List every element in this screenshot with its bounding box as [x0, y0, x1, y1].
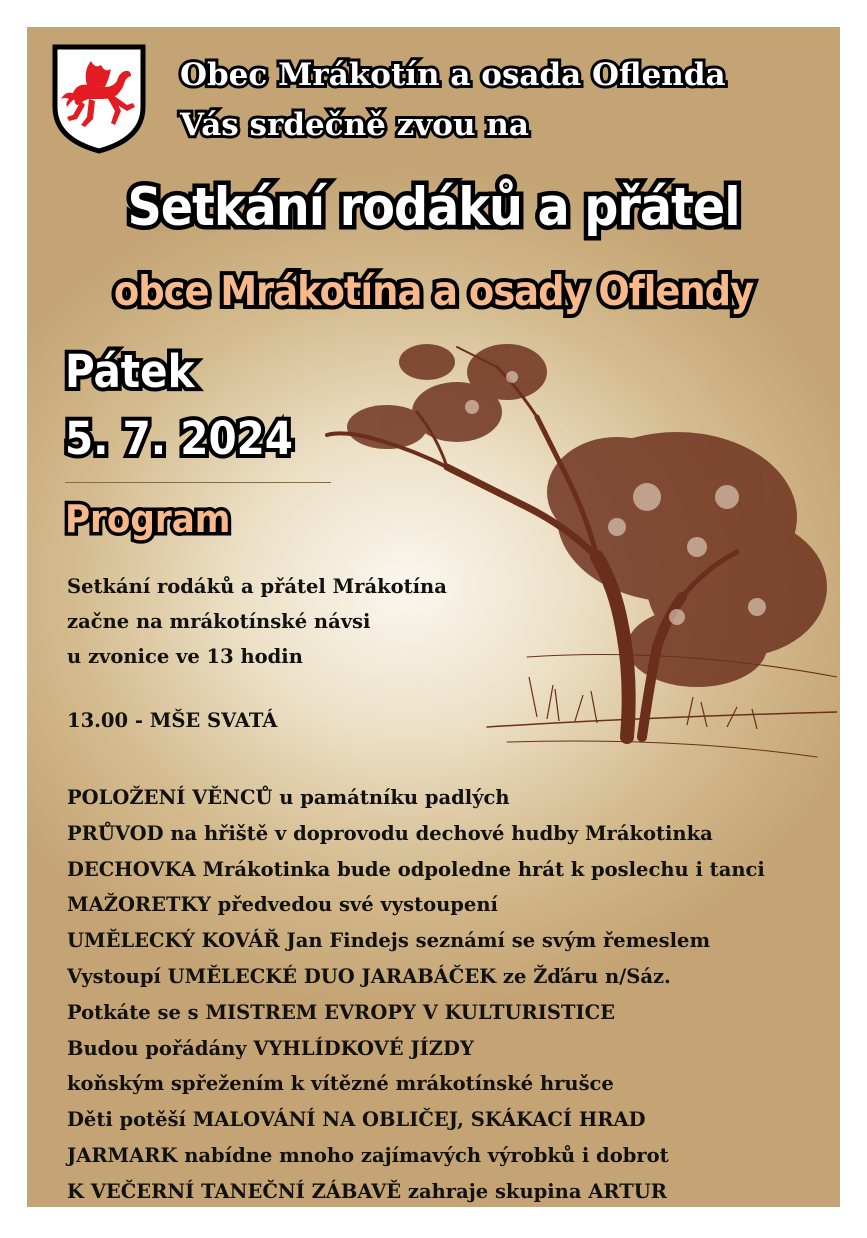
program-list — [67, 780, 765, 1207]
header-line-2: Vás srdečně zvou na — [180, 107, 529, 143]
program-heading: Program — [65, 497, 231, 541]
header-line-1: Obec Mrákotín a osada Oflenda — [180, 57, 726, 93]
program-item: Vystoupí UMĚLECKÉ DUO JARABÁČEK ze Žďáru n/Sáz. — [67, 964, 671, 988]
mass-time: 13.00 - MŠE SVATÁ — [67, 709, 278, 732]
program-item: koňským spřežením k vítězné mrákotínské hrušce — [67, 1072, 614, 1096]
program-item: Potkáte se s MISTREM EVROPY V KULTURISTICE — [67, 1000, 615, 1024]
program-item: Budou pořádány VYHLÍDKOVÉ JÍZDY — [67, 1036, 474, 1060]
intro-line: u zvonice ve 13 hodin — [67, 645, 303, 668]
program-item: Děti potěší MALOVÁNÍ NA OBLIČEJ, SKÁKACÍ HRAD — [67, 1108, 646, 1132]
intro-line: Setkání rodáků a přátel Mrákotína — [67, 575, 447, 598]
program-item: MAŽORETKY předvedou své vystoupení — [67, 893, 498, 917]
pear-tree-illustration — [297, 317, 837, 767]
event-day: Pátek — [65, 345, 195, 398]
program-item: DECHOVKA Mrákotinka bude odpoledne hrát k poslechu i tanci — [67, 857, 765, 881]
intro-text — [67, 569, 447, 674]
pegasus-coat-of-arms-icon — [47, 43, 151, 155]
event-title: Setkání rodáků a přátel — [127, 177, 740, 238]
program-item: UMĚLECKÝ KOVÁŘ Jan Findejs seznámí se svým řemeslem — [67, 929, 711, 953]
event-subtitle: obce Mrákotína a osady Oflendy — [113, 267, 754, 315]
program-item: JARMARK nabídne mnoho zajímavých výrobků i dobrot — [67, 1143, 669, 1167]
program-item: POLOŽENÍ VĚNCŮ u památníku padlých — [67, 786, 510, 809]
invitation-poster — [27, 27, 840, 1207]
divider-line — [65, 482, 331, 483]
event-date: 5. 7. 2024 — [65, 412, 293, 465]
intro-line: začne na mrákotínské návsi — [67, 610, 371, 633]
program-item: K VEČERNÍ TANEČNÍ ZÁBAVĚ zahraje skupina ARTUR — [67, 1179, 667, 1203]
program-item: PRŮVOD na hřiště v doprovodu dechové hudby Mrákotinka — [67, 821, 713, 845]
